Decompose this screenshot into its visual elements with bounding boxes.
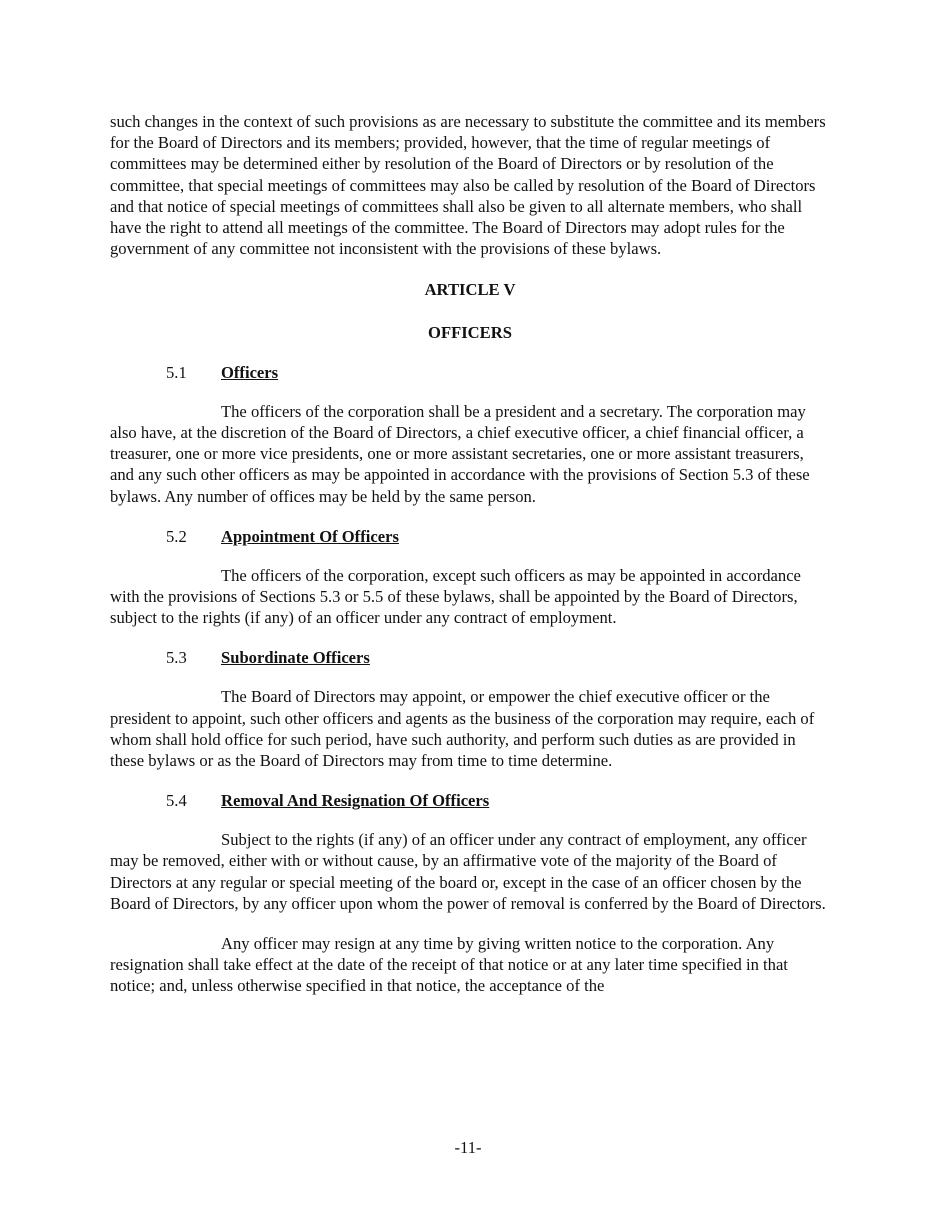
article-title: OFFICERS [428,322,512,342]
section-number: 5.2 [166,526,187,546]
section-number: 5.1 [166,362,187,382]
section-paragraph: Any officer may resign at any time by giving written notice to the corporation. Any resignation shall take effect at the date of the receipt of that notice or at any later time specified in that notice; and, unless otherwise specified in that notice, the acceptance of the [110,934,788,996]
section-title: Removal And Resignation Of Officers [221,791,490,811]
continuation-paragraph: such changes in the context of such provisions as are necessary to substitute the committee and its members for the Board of Directors and its members; provided, however, that the time of regular meetings of committees may be determined either by resolution of the Board of Directors or by resolution of the committee, that special meetings of committees may also be called by resolution of the Board of Directors and that notice of special meetings of committees shall also be given to all alternate members, who shall have the right to attend all meetings of the committee. The Board of Directors may adopt rules for the government of any committee not inconsistent with the provisions of these bylaws. [110,112,826,259]
section-title: Subordinate Officers [221,648,370,668]
section-paragraph: Subject to the rights (if any) of an officer under any contract of employment, any officer may be removed, either with or without cause, by an affirmative vote of the majority of the Board of Directors at any regular or special meeting of the board or, except in the case of an officer chosen by the Board of Directors, by any officer upon whom the power of removal is conferred by the Board of Directors. [110,830,826,913]
document-page [110,111,830,997]
section-number: 5.4 [166,791,187,811]
article-number: ARTICLE V [424,280,516,300]
section-paragraph: The officers of the corporation shall be a president and a secretary. The corporation may also have, at the discretion of the Board of Directors, a chief executive officer, a chief financial officer, a treasurer, one or more vice presidents, one or more assistant secretaries, one or more assistant treasurers, and any such other officers as may be appointed in accordance with the provisions of Section 5.3 of these bylaws. Any number of offices may be held by the same person. [110,401,810,506]
section-paragraph: The officers of the corporation, except such officers as may be appointed in accordance with the provisions of Sections 5.3 or 5.5 of these bylaws, shall be appointed by the Board of Directors, subject to the rights (if any) of an officer under any contract of employment. [110,565,801,628]
section-number: 5.3 [166,648,187,668]
section-paragraph: The Board of Directors may appoint, or empower the chief executive officer or the president to appoint, such other officers and agents as the business of the corporation may require, each of whom shall hold office for such period, have such authority, and perform such duties as are provided in these bylaws or as the Board of Directors may from time to time determine. [110,687,815,771]
section-heading-5-2 [110,526,830,547]
page-number: -11- [454,1138,482,1157]
section-heading-5-1 [110,362,830,383]
section-title: Appointment Of Officers [221,526,399,546]
section-heading-5-4 [110,790,830,811]
section-heading-5-3 [110,647,830,668]
section-title: Officers [221,362,279,382]
